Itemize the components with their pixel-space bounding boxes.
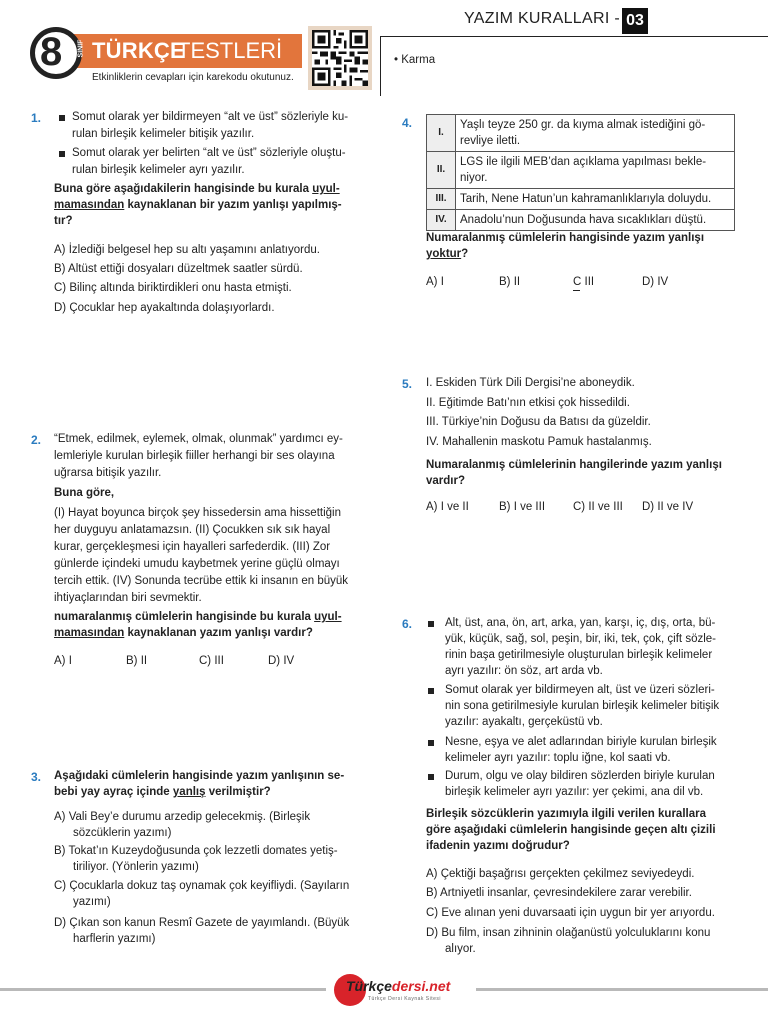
bullet-icon <box>428 621 434 627</box>
option-b[interactable]: B) Altüst ettiği dosyaları düzeltmek saatler sürdü. <box>54 263 303 275</box>
header-subtitle: Etkinliklerin cevapları için karekodu okutunuz. <box>92 72 294 83</box>
paragraph-line: (I) Hayat boyunca birçok şey hissedersin ama hissettiğin <box>54 507 341 519</box>
sentence-table <box>426 114 735 231</box>
qr-code-icon[interactable] <box>308 26 372 90</box>
bullet-icon <box>59 115 65 121</box>
question-stem: ifadenin yazımı doğrudur? <box>426 840 570 852</box>
bullet-icon <box>428 774 434 780</box>
rule-line: Alt, üst, ana, ön, art, arka, yan, karşı, iç, dış, orta, bü- <box>445 617 716 629</box>
rule-line: Somut olarak yer bildirmeyen “alt ve üst” sözleriyle ku- <box>72 111 349 123</box>
logo-tagline: Türkçe Dersi Kaynak Sitesi <box>368 996 442 1002</box>
row-text: Yaşlı teyze 250 gr. da kıyma almak istediğini gö- revliye iletti. <box>456 115 735 152</box>
rule-line: lemleriyle kurulan birleşik fiiller herhangi bir ses olayına <box>54 450 335 462</box>
option-a[interactable]: A) I <box>54 655 72 667</box>
question-number: 2. <box>31 433 42 447</box>
option-a[interactable]: A) I ve II <box>426 501 469 513</box>
question-stem: Numaralanmış cümlelerinin hangilerinde yazım yanlışı <box>426 459 722 471</box>
bullet-icon <box>59 151 65 157</box>
option-c[interactable]: C) II ve III <box>573 501 623 513</box>
table-row <box>427 152 735 189</box>
option-d[interactable]: D) II ve IV <box>642 501 694 513</box>
option-c[interactable]: C) Eve alınan yeni duvarsaati için uygun bir yer arıyordu. <box>426 907 715 919</box>
option-a-cont: sözcüklerin yazımı) <box>73 827 172 839</box>
option-d[interactable]: D) Bu film, insan zihninin olağanüstü yolculuklarını konu <box>426 927 711 939</box>
row-text: LGS ile ilgili MEB’dan açıklama yapılması bekle- niyor. <box>456 152 735 189</box>
option-c-cont: yazımı) <box>73 896 111 908</box>
option-b[interactable]: B) II <box>499 276 521 288</box>
option-c[interactable]: C) Bilinç altında biriktirdikleri onu hasta etmişti. <box>54 282 292 294</box>
question-number: 1. <box>31 111 42 125</box>
header-title-bold: TÜRKÇE <box>92 38 185 63</box>
rule-line: nin sona getirilmesiyle kurulan birleşik kelimeler bitişik <box>445 700 720 712</box>
option-c[interactable]: C) III <box>199 655 224 667</box>
sentence-item: I. Eskiden Türk Dili Dergisi’ne aboneydik. <box>426 377 635 389</box>
paragraph-line: kurar, gerçekleşmesi için hayalleri sarfederdik. (III) Zor <box>54 541 331 553</box>
rule-line: Somut olarak yer belirten “alt ve üst” sözleriyle oluştu- <box>72 147 346 159</box>
question-number: 6. <box>402 617 413 631</box>
table-row <box>427 210 735 231</box>
paragraph-line: tercih ettik. (IV) Sonunda tecrübe ettik ki insanın en büyük <box>54 575 349 587</box>
question-stem: numaralanmış cümlelerin hangisinde bu kurala uyul- <box>54 611 342 623</box>
question-stem: Birleşik sözcüklerin yazımıyla ilgili verilen kurallara <box>426 808 706 820</box>
question-number: 4. <box>402 116 413 130</box>
row-text: Tarih, Nene Hatun’un kahramanlıklarıyla doluydu. <box>456 189 735 210</box>
rule-line: Nesne, eşya ve alet adlarından biriyle kurulan birleşik <box>445 736 717 748</box>
row-text: Anadolu’nun Doğusunda hava sıcaklıkları düştü. <box>456 210 735 231</box>
option-b[interactable]: B) Artniyetli insanlar, çevresindekilere zarar verebilir. <box>426 887 692 899</box>
bullet-icon <box>428 688 434 694</box>
rule-line: rinin başa getirilmesiyle oluşturulan birleşik kelimeler <box>445 649 713 661</box>
row-number: III. <box>427 189 456 210</box>
option-d[interactable]: D) Çıkan son kanun Resmî Gazete de yayımlandı. (Büyük <box>54 917 350 929</box>
question-number: 3. <box>31 770 42 784</box>
table-row <box>427 189 735 210</box>
option-c[interactable]: C III <box>573 276 595 288</box>
option-a[interactable]: A) Vali Bey’e durumu arzedip gelecekmiş. (Birleşik <box>54 811 311 823</box>
option-a[interactable]: A) İzlediği belgesel hep su altı yaşamını anlatıyordu. <box>54 244 320 256</box>
paragraph-line: ihtiyaçlarından biri sevmektir. <box>54 592 202 604</box>
topic-title: YAZIM KURALLARI - <box>464 10 620 27</box>
grade-number: 8 <box>40 30 63 74</box>
question-stem: Numaralanmış cümlelerin hangisinde yazım yanlışı <box>426 232 705 244</box>
rule-line: Somut olarak yer bildirmeyen alt, üst ve üzeri sözleri- <box>445 684 715 696</box>
rule-line: “Etmek, edilmek, eylemek, olmak, olunmak” yardımcı ey- <box>54 433 343 445</box>
subtopic: • Karma <box>394 54 436 66</box>
question-number: 5. <box>402 377 413 391</box>
row-number: IV. <box>427 210 456 231</box>
row-number: II. <box>427 152 456 189</box>
question-stem: göre aşağıdaki cümlelerin hangisinde geçen altı çizili <box>426 824 716 836</box>
question-stem: mamasından kaynaklanan bir yazım yanlışı yapılmış- <box>54 199 342 211</box>
question-stem: mamasından kaynaklanan yazım yanlışı vardır? <box>54 627 313 639</box>
rule-line: yük, küçük, sağ, sol, peşin, bir, iki, tek, çok, çift sözle- <box>445 633 716 645</box>
question-stem: yoktur? <box>426 248 469 260</box>
option-a[interactable]: A) I <box>426 276 444 288</box>
rule-line: birleşik kelimeler ayrı yazılır: yer çekimi, ana dil vb. <box>445 786 704 798</box>
header-divider <box>380 36 768 37</box>
option-a[interactable]: A) Çektiği başağrısı gerçekten çekilmez seviyedeydi. <box>426 868 695 880</box>
option-d[interactable]: D) Çocuklar hep ayakaltında dolaşıyorlardı. <box>54 302 275 314</box>
table-row <box>427 115 735 152</box>
rule-line: Durum, olgu ve olay bildiren sözlerden biriyle kurulan <box>445 770 715 782</box>
option-d-cont: harflerin yazımı) <box>73 933 156 945</box>
logo-text: Türkçedersi.net <box>346 978 451 994</box>
paragraph-line: günlerde içindeki umudu kaybetmek yerine güçlü olmayı <box>54 558 340 570</box>
option-b[interactable]: B) I ve III <box>499 501 546 513</box>
rule-line: uğrarsa bitişik yazılır. <box>54 467 162 479</box>
option-d-cont: alıyor. <box>445 943 476 955</box>
question-stem: Buna göre, <box>54 487 115 499</box>
sentence-item: III. Türkiye’nin Doğusu da Batısı da güzeldir. <box>426 416 651 428</box>
row-number: I. <box>427 115 456 152</box>
option-c[interactable]: C) Çocuklarla dokuz taş oynamak çok keyifliydi. (Sayıların <box>54 880 350 892</box>
rule-line: rulan birleşik kelimeler bitişik yazılır. <box>72 128 255 140</box>
rule-line: kelimeler ayrı yazılır: toplu iğne, kol saati vb. <box>445 752 671 764</box>
option-b[interactable]: B) Tokat’ın Kuzeydoğusunda çok lezzetli domates yetiş- <box>54 845 338 857</box>
question-stem: vardır? <box>426 475 465 487</box>
bullet-icon <box>428 740 434 746</box>
option-d[interactable]: D) IV <box>268 655 295 667</box>
question-stem: Buna göre aşağıdakilerin hangisinde bu kurala uyul- <box>54 183 340 195</box>
header-vertical-divider <box>380 36 381 96</box>
rule-line: rulan birleşik kelimeler ayrı yazılır. <box>72 164 245 176</box>
rule-line: yazılır: ayakaltı, gerçeküstü vb. <box>445 716 603 728</box>
sentence-item: IV. Mahallenin maskotu Pamuk hastalanmış. <box>426 436 652 448</box>
header-title-light: TESTLERİ <box>177 38 283 63</box>
topic-number: 03 <box>622 8 648 34</box>
question-stem: tır? <box>54 215 73 227</box>
paragraph-line: her duyguyu anlatamazsın. (II) Çocukken sık sık hayal <box>54 524 331 536</box>
question-stem: bebi yay ayraç içinde yanlış verilmiştir? <box>54 786 271 798</box>
option-b[interactable]: B) II <box>126 655 148 667</box>
option-b-cont: tiriliyor. (Yönlerin yazımı) <box>73 861 199 873</box>
question-stem: Aşağıdaki cümlelerin hangisinde yazım yanlışının se- <box>54 770 345 782</box>
rule-line: ayrı yazılır: ön söz, art arda vb. <box>445 665 603 677</box>
grade-suffix: SINIF <box>77 39 85 58</box>
option-d[interactable]: D) IV <box>642 276 669 288</box>
sentence-item: II. Eğitimde Batı’nın etkisi çok hissedildi. <box>426 397 630 409</box>
